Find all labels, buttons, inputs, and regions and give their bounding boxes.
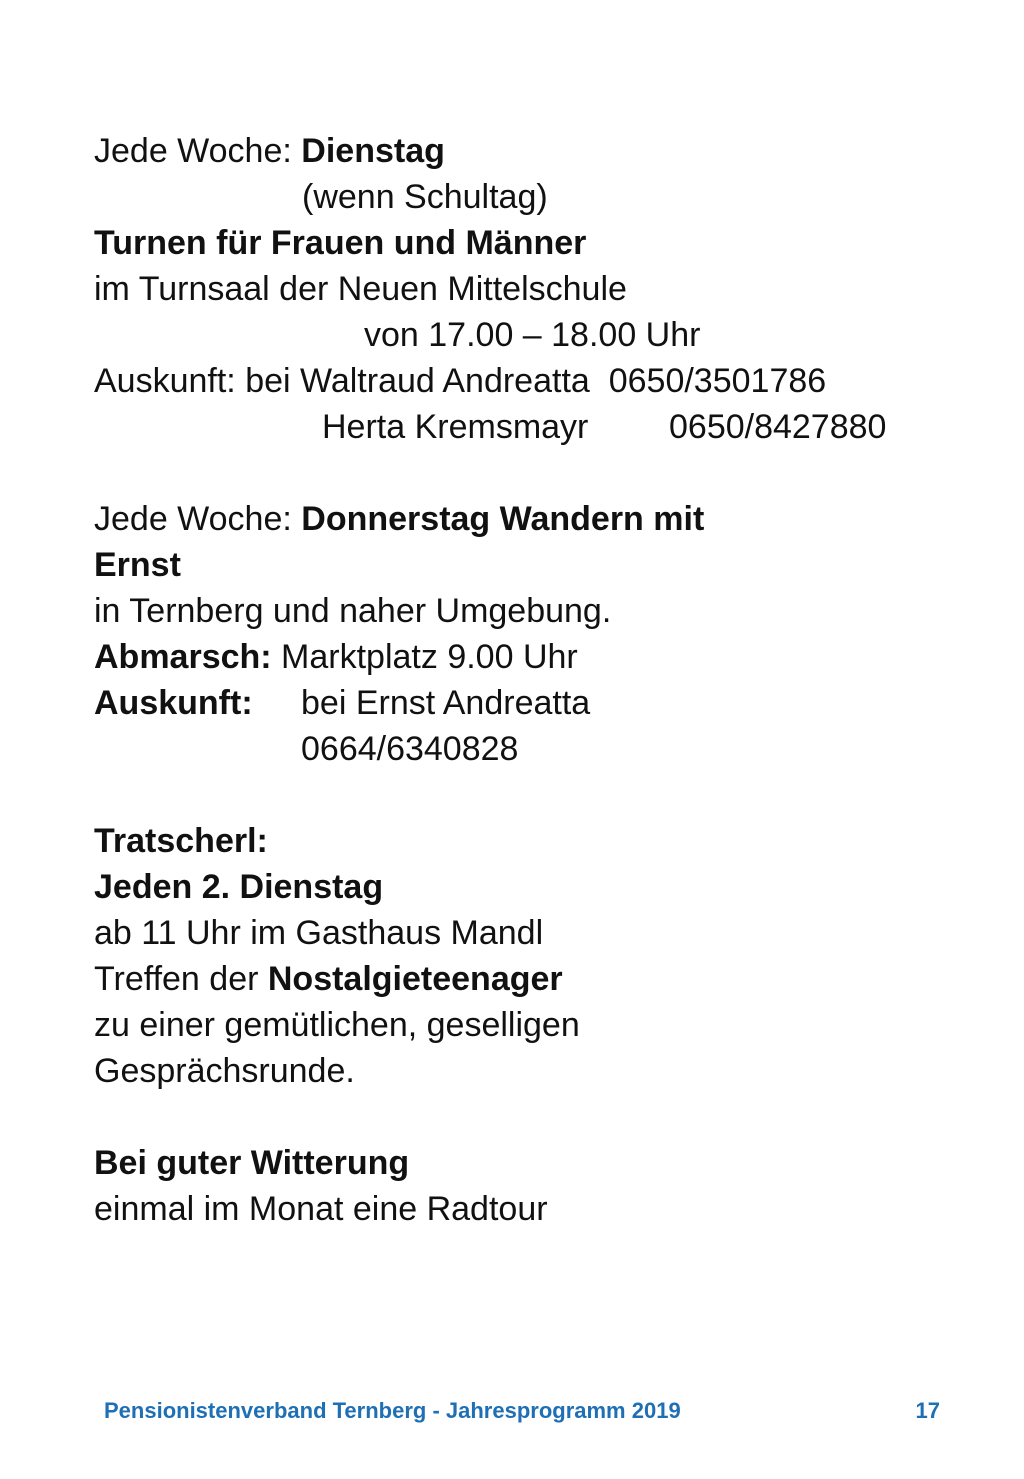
tratscherl-location: ab 11 Uhr im Gasthaus Mandl	[94, 914, 544, 952]
wandern-departure-value: Marktplatz 9.00 Uhr	[271, 638, 578, 676]
turnen-day-line	[94, 128, 994, 174]
tratscherl-desc-2: Gesprächsrunde.	[94, 1052, 355, 1090]
tratscherl-meeting	[94, 956, 994, 1002]
wandern-contact-label: Auskunft:	[94, 684, 253, 722]
section-radtour	[94, 1140, 994, 1232]
turnen-condition: (wenn Schultag)	[302, 178, 548, 216]
wandern-title-cont: Ernst	[94, 546, 181, 584]
turnen-time: von 17.00 – 18.00 Uhr	[364, 316, 701, 354]
turnen-contact-2-phone: 0650/8427880	[669, 408, 887, 446]
turnen-title: Turnen für Frauen und Männer	[94, 224, 587, 262]
wandern-contact-value: bei Ernst Andreatta	[301, 684, 591, 722]
wandern-title: Donnerstag Wandern mit	[301, 500, 705, 538]
section-turnen	[94, 128, 994, 450]
page-footer	[104, 1396, 940, 1426]
tratscherl-day: Jeden 2. Dienstag	[94, 868, 384, 906]
wandern-phone: 0664/6340828	[301, 730, 519, 768]
tratscherl-group: Nostalgieteenager	[267, 960, 563, 998]
turnen-contact-2	[94, 404, 994, 450]
wandern-day-prefix: Jede Woche:	[94, 500, 302, 538]
radtour-title: Bei guter Witterung	[94, 1144, 410, 1182]
turnen-location: im Turnsaal der Neuen Mittelschule	[94, 270, 627, 308]
spacer	[94, 772, 994, 818]
turnen-contact-1-phone: 0650/3501786	[608, 362, 827, 400]
wandern-departure-label: Abmarsch:	[94, 638, 272, 676]
turnen-day: Dienstag	[301, 132, 445, 170]
section-wandern	[94, 496, 994, 772]
spacer	[94, 1094, 994, 1140]
turnen-contact-1	[94, 358, 994, 404]
turnen-day-prefix: Jede Woche:	[94, 132, 302, 170]
wandern-day-line	[94, 496, 994, 542]
wandern-departure	[94, 634, 994, 680]
section-tratscherl	[94, 818, 994, 1094]
spacer	[94, 450, 994, 496]
tratscherl-title: Tratscherl:	[94, 822, 268, 860]
page-content	[94, 128, 994, 1232]
tratscherl-desc-1: zu einer gemütlichen, geselligen	[94, 1006, 580, 1044]
turnen-contact-2-name: Herta Kremsmayr	[322, 408, 589, 446]
turnen-contact-1-label: Auskunft: bei Waltraud Andreatta	[94, 362, 590, 400]
wandern-area: in Ternberg und naher Umgebung.	[94, 592, 612, 630]
footer-title: Pensionistenverband Ternberg - Jahresprogramm 2019	[104, 1398, 681, 1423]
radtour-desc: einmal im Monat eine Radtour	[94, 1190, 548, 1228]
tratscherl-meeting-prefix: Treffen der	[94, 960, 268, 998]
page-number: 17	[915, 1398, 940, 1423]
wandern-contact	[94, 680, 994, 726]
